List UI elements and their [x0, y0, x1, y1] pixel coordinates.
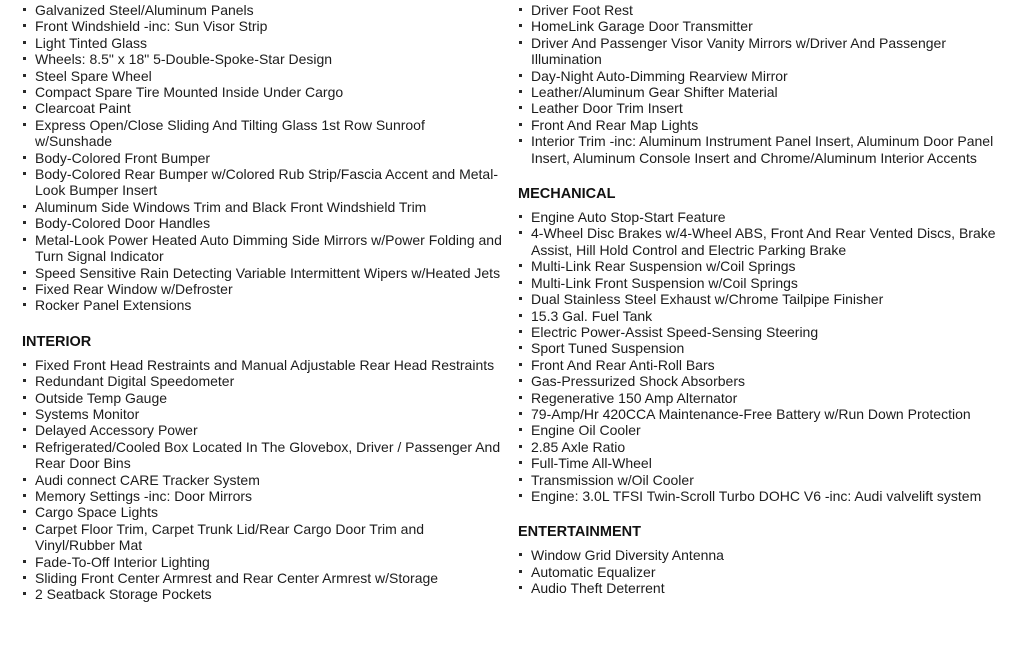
list-item [518, 580, 1001, 596]
bullet-icon [23, 396, 26, 399]
list-item [22, 265, 505, 281]
feature-text: Steel Spare Wheel [35, 67, 152, 84]
bullet-icon [23, 24, 26, 27]
section-heading-mechanical: MECHANICAL [518, 186, 616, 203]
feature-text: Leather Door Trim Insert [531, 100, 683, 117]
bullet-icon [23, 205, 26, 208]
feature-text: Body-Colored Front Bumper [35, 149, 211, 166]
list-item [22, 232, 505, 265]
feature-text: Engine Oil Cooler [531, 422, 641, 439]
feature-text: Audio Theft Deterrent [531, 580, 665, 597]
list-item [518, 324, 1001, 340]
bullet-icon [519, 586, 522, 589]
list-item [22, 504, 505, 520]
list-item [518, 422, 1001, 438]
feature-text: 79-Amp/Hr 420CCA Maintenance-Free Battery w/Run Down Protection [531, 405, 971, 422]
list-item [518, 564, 1001, 580]
feature-list [22, 2, 505, 314]
bullet-icon [519, 363, 522, 366]
bullet-icon [23, 238, 26, 241]
list-item [518, 357, 1001, 373]
bullet-icon [519, 494, 522, 497]
bullet-icon [23, 379, 26, 382]
feature-text: Redundant Digital Speedometer [35, 373, 235, 390]
feature-text: Outside Temp Gauge [35, 389, 168, 406]
feature-text: Aluminum Side Windows Trim and Black Front Windshield Trim [35, 198, 427, 215]
feature-text: Front And Rear Map Lights [531, 116, 699, 133]
list-item [518, 488, 1001, 504]
feature-text: Sport Tuned Suspension [531, 340, 685, 357]
list-item [22, 51, 505, 67]
list-item [518, 547, 1001, 563]
list-item [22, 199, 505, 215]
feature-text: Dual Stainless Steel Exhaust w/Chrome Tailpipe Finisher [531, 291, 884, 308]
list-item [22, 357, 505, 373]
bullet-icon [23, 445, 26, 448]
list-item [518, 373, 1001, 389]
list-item [518, 18, 1001, 34]
feature-text: Refrigerated/Cooled Box Located In The Glovebox, Driver / Passenger And Rear Door Bins [35, 438, 501, 472]
bullet-icon [519, 412, 522, 415]
list-item [518, 439, 1001, 455]
left-column [22, 2, 505, 603]
list-item [518, 390, 1001, 406]
feature-text: Driver And Passenger Visor Vanity Mirrors w/Driver And Passenger Illumination [531, 34, 946, 68]
feature-text: Body-Colored Door Handles [35, 215, 211, 232]
bullet-icon [23, 106, 26, 109]
bullet-icon [23, 428, 26, 431]
bullet-icon [519, 24, 522, 27]
bullet-icon [519, 346, 522, 349]
feature-text: Front And Rear Anti-Roll Bars [531, 356, 715, 373]
feature-text: Delayed Accessory Power [35, 422, 198, 439]
feature-text: Compact Spare Tire Mounted Inside Under Cargo [35, 84, 344, 101]
bullet-icon [23, 74, 26, 77]
list-item [518, 84, 1001, 100]
list-item [22, 281, 505, 297]
list-item [22, 521, 505, 554]
bullet-icon [23, 560, 26, 563]
bullet-icon [519, 8, 522, 11]
feature-text: 4-Wheel Disc Brakes w/4-Wheel ABS, Front And Rear Vented Discs, Brake Assist, Hill Hold Control and Electric Parking Brake [531, 225, 996, 258]
feature-text: Electric Power-Assist Speed-Sensing Steering [531, 323, 819, 340]
list-item [518, 455, 1001, 471]
bullet-icon [519, 478, 522, 481]
list-item [518, 133, 1001, 166]
list-item [22, 166, 505, 199]
list-item [22, 472, 505, 488]
feature-text: Leather/Aluminum Gear Shifter Material [531, 84, 778, 101]
feature-text: Light Tinted Glass [35, 34, 148, 51]
feature-text: Fixed Rear Window w/Defroster [35, 280, 233, 297]
bullet-icon [23, 8, 26, 11]
section-heading-entertainment: ENTERTAINMENT [518, 524, 641, 541]
list-item [518, 275, 1001, 291]
bullet-icon [519, 123, 522, 126]
feature-text: Gas-Pressurized Shock Absorbers [531, 373, 745, 390]
feature-text: Metal-Look Power Heated Auto Dimming Side Mirrors w/Power Folding and Turn Signal Indicator [35, 231, 502, 265]
feature-text: Wheels: 8.5" x 18" 5-Double-Spoke-Star Design [35, 51, 333, 68]
bullet-icon [23, 510, 26, 513]
feature-text: Cargo Space Lights [35, 504, 158, 521]
list-item [22, 68, 505, 84]
bullet-icon [519, 553, 522, 556]
bullet-icon [23, 41, 26, 44]
list-item [22, 215, 505, 231]
bullet-icon [23, 90, 26, 93]
list-item [518, 472, 1001, 488]
list-item [518, 291, 1001, 307]
bullet-icon [23, 303, 26, 306]
list-item [518, 308, 1001, 324]
feature-text: Express Open/Close Sliding And Tilting Glass 1st Row Sunroof w/Sunshade [35, 116, 425, 150]
feature-text: Multi-Link Rear Suspension w/Coil Springs [531, 258, 796, 275]
feature-text: Systems Monitor [35, 405, 140, 422]
list-item [22, 390, 505, 406]
bullet-icon [23, 363, 26, 366]
feature-text: Multi-Link Front Suspension w/Coil Springs [531, 274, 798, 291]
bullet-icon [23, 527, 26, 530]
feature-text: HomeLink Garage Door Transmitter [531, 18, 753, 35]
bullet-icon [23, 494, 26, 497]
feature-text: Memory Settings -inc: Door Mirrors [35, 487, 253, 504]
bullet-icon [519, 215, 522, 218]
list-item [22, 150, 505, 166]
bullet-icon [23, 172, 26, 175]
feature-text: Driver Foot Rest [531, 2, 633, 18]
feature-list [518, 209, 1001, 504]
list-item [22, 570, 505, 586]
bullet-icon [519, 461, 522, 464]
feature-text: Day-Night Auto-Dimming Rearview Mirror [531, 67, 788, 84]
feature-list [22, 357, 505, 603]
bullet-icon [519, 106, 522, 109]
feature-text: Clearcoat Paint [35, 100, 131, 117]
list-item [22, 35, 505, 51]
feature-list [518, 2, 1001, 166]
section-heading-interior: INTERIOR [22, 333, 92, 350]
feature-text: Transmission w/Oil Cooler [531, 471, 694, 488]
bullet-icon [519, 314, 522, 317]
bullet-icon [519, 139, 522, 142]
feature-list [518, 547, 1001, 596]
feature-text: Sliding Front Center Armrest and Rear Center Armrest w/Storage [35, 570, 439, 586]
bullet-icon [519, 90, 522, 93]
bullet-icon [23, 221, 26, 224]
bullet-icon [519, 41, 522, 44]
feature-text: Speed Sensitive Rain Detecting Variable Intermittent Wipers w/Heated Jets [35, 264, 501, 281]
bullet-icon [519, 445, 522, 448]
list-item [518, 117, 1001, 133]
bullet-icon [23, 412, 26, 415]
bullet-icon [519, 297, 522, 300]
bullet-icon [23, 592, 26, 595]
list-item [22, 373, 505, 389]
bullet-icon [519, 570, 522, 573]
list-item [22, 84, 505, 100]
list-item [22, 439, 505, 472]
bullet-icon [23, 123, 26, 126]
list-item [518, 406, 1001, 422]
list-item [518, 100, 1001, 116]
feature-text: Audi connect CARE Tracker System [35, 471, 260, 488]
feature-text: Regenerative 150 Amp Alternator [531, 389, 738, 406]
feature-text: Engine Auto Stop-Start Feature [531, 209, 726, 226]
list-item [22, 100, 505, 116]
feature-text: Fixed Front Head Restraints and Manual Adjustable Rear Head Restraints [35, 356, 495, 373]
list-item [22, 117, 505, 150]
bullet-icon [519, 396, 522, 399]
list-item [22, 422, 505, 438]
list-item [22, 554, 505, 570]
feature-text: Interior Trim -inc: Aluminum Instrument Panel Insert, Aluminum Door Panel Insert, Aluminum Console Insert and Chrome/Aluminum Interior Accents [531, 133, 994, 166]
bullet-icon [519, 428, 522, 431]
feature-text: Galvanized Steel/Aluminum Panels [35, 2, 254, 18]
feature-text: Window Grid Diversity Antenna [531, 547, 724, 564]
list-item [518, 225, 1001, 258]
feature-text: 15.3 Gal. Fuel Tank [531, 307, 653, 324]
feature-text: Front Windshield -inc: Sun Visor Strip [35, 18, 268, 35]
list-item [22, 406, 505, 422]
feature-text: Engine: 3.0L TFSI Twin-Scroll Turbo DOHC V6 -inc: Audi valvelift system [531, 487, 982, 504]
list-item [22, 2, 505, 18]
feature-text: 2 Seatback Storage Pockets [35, 586, 212, 603]
bullet-icon [23, 156, 26, 159]
feature-text: Automatic Equalizer [531, 563, 656, 580]
list-item [22, 586, 505, 602]
bullet-icon [519, 379, 522, 382]
bullet-icon [23, 576, 26, 579]
feature-text: Body-Colored Rear Bumper w/Colored Rub Strip/Fascia Accent and Metal-Look Bumper Insert [35, 166, 498, 199]
list-item [518, 258, 1001, 274]
bullet-icon [519, 330, 522, 333]
right-column [518, 2, 1001, 603]
list-item [518, 209, 1001, 225]
list-item [518, 68, 1001, 84]
bullet-icon [23, 287, 26, 290]
list-item [22, 297, 505, 313]
list-item [22, 18, 505, 34]
list-item [518, 35, 1001, 68]
bullet-icon [23, 271, 26, 274]
bullet-icon [23, 478, 26, 481]
bullet-icon [519, 74, 522, 77]
feature-text: Fade-To-Off Interior Lighting [35, 553, 210, 570]
bullet-icon [519, 281, 522, 284]
list-item [518, 340, 1001, 356]
list-item [22, 488, 505, 504]
bullet-icon [23, 57, 26, 60]
list-item [518, 2, 1001, 18]
bullet-icon [519, 231, 522, 234]
bullet-icon [519, 264, 522, 267]
feature-text: 2.85 Axle Ratio [531, 438, 626, 455]
feature-text: Carpet Floor Trim, Carpet Trunk Lid/Rear Cargo Door Trim and Vinyl/Rubber Mat [35, 520, 425, 554]
feature-text: Rocker Panel Extensions [35, 297, 192, 314]
feature-text: Full-Time All-Wheel [531, 455, 652, 472]
